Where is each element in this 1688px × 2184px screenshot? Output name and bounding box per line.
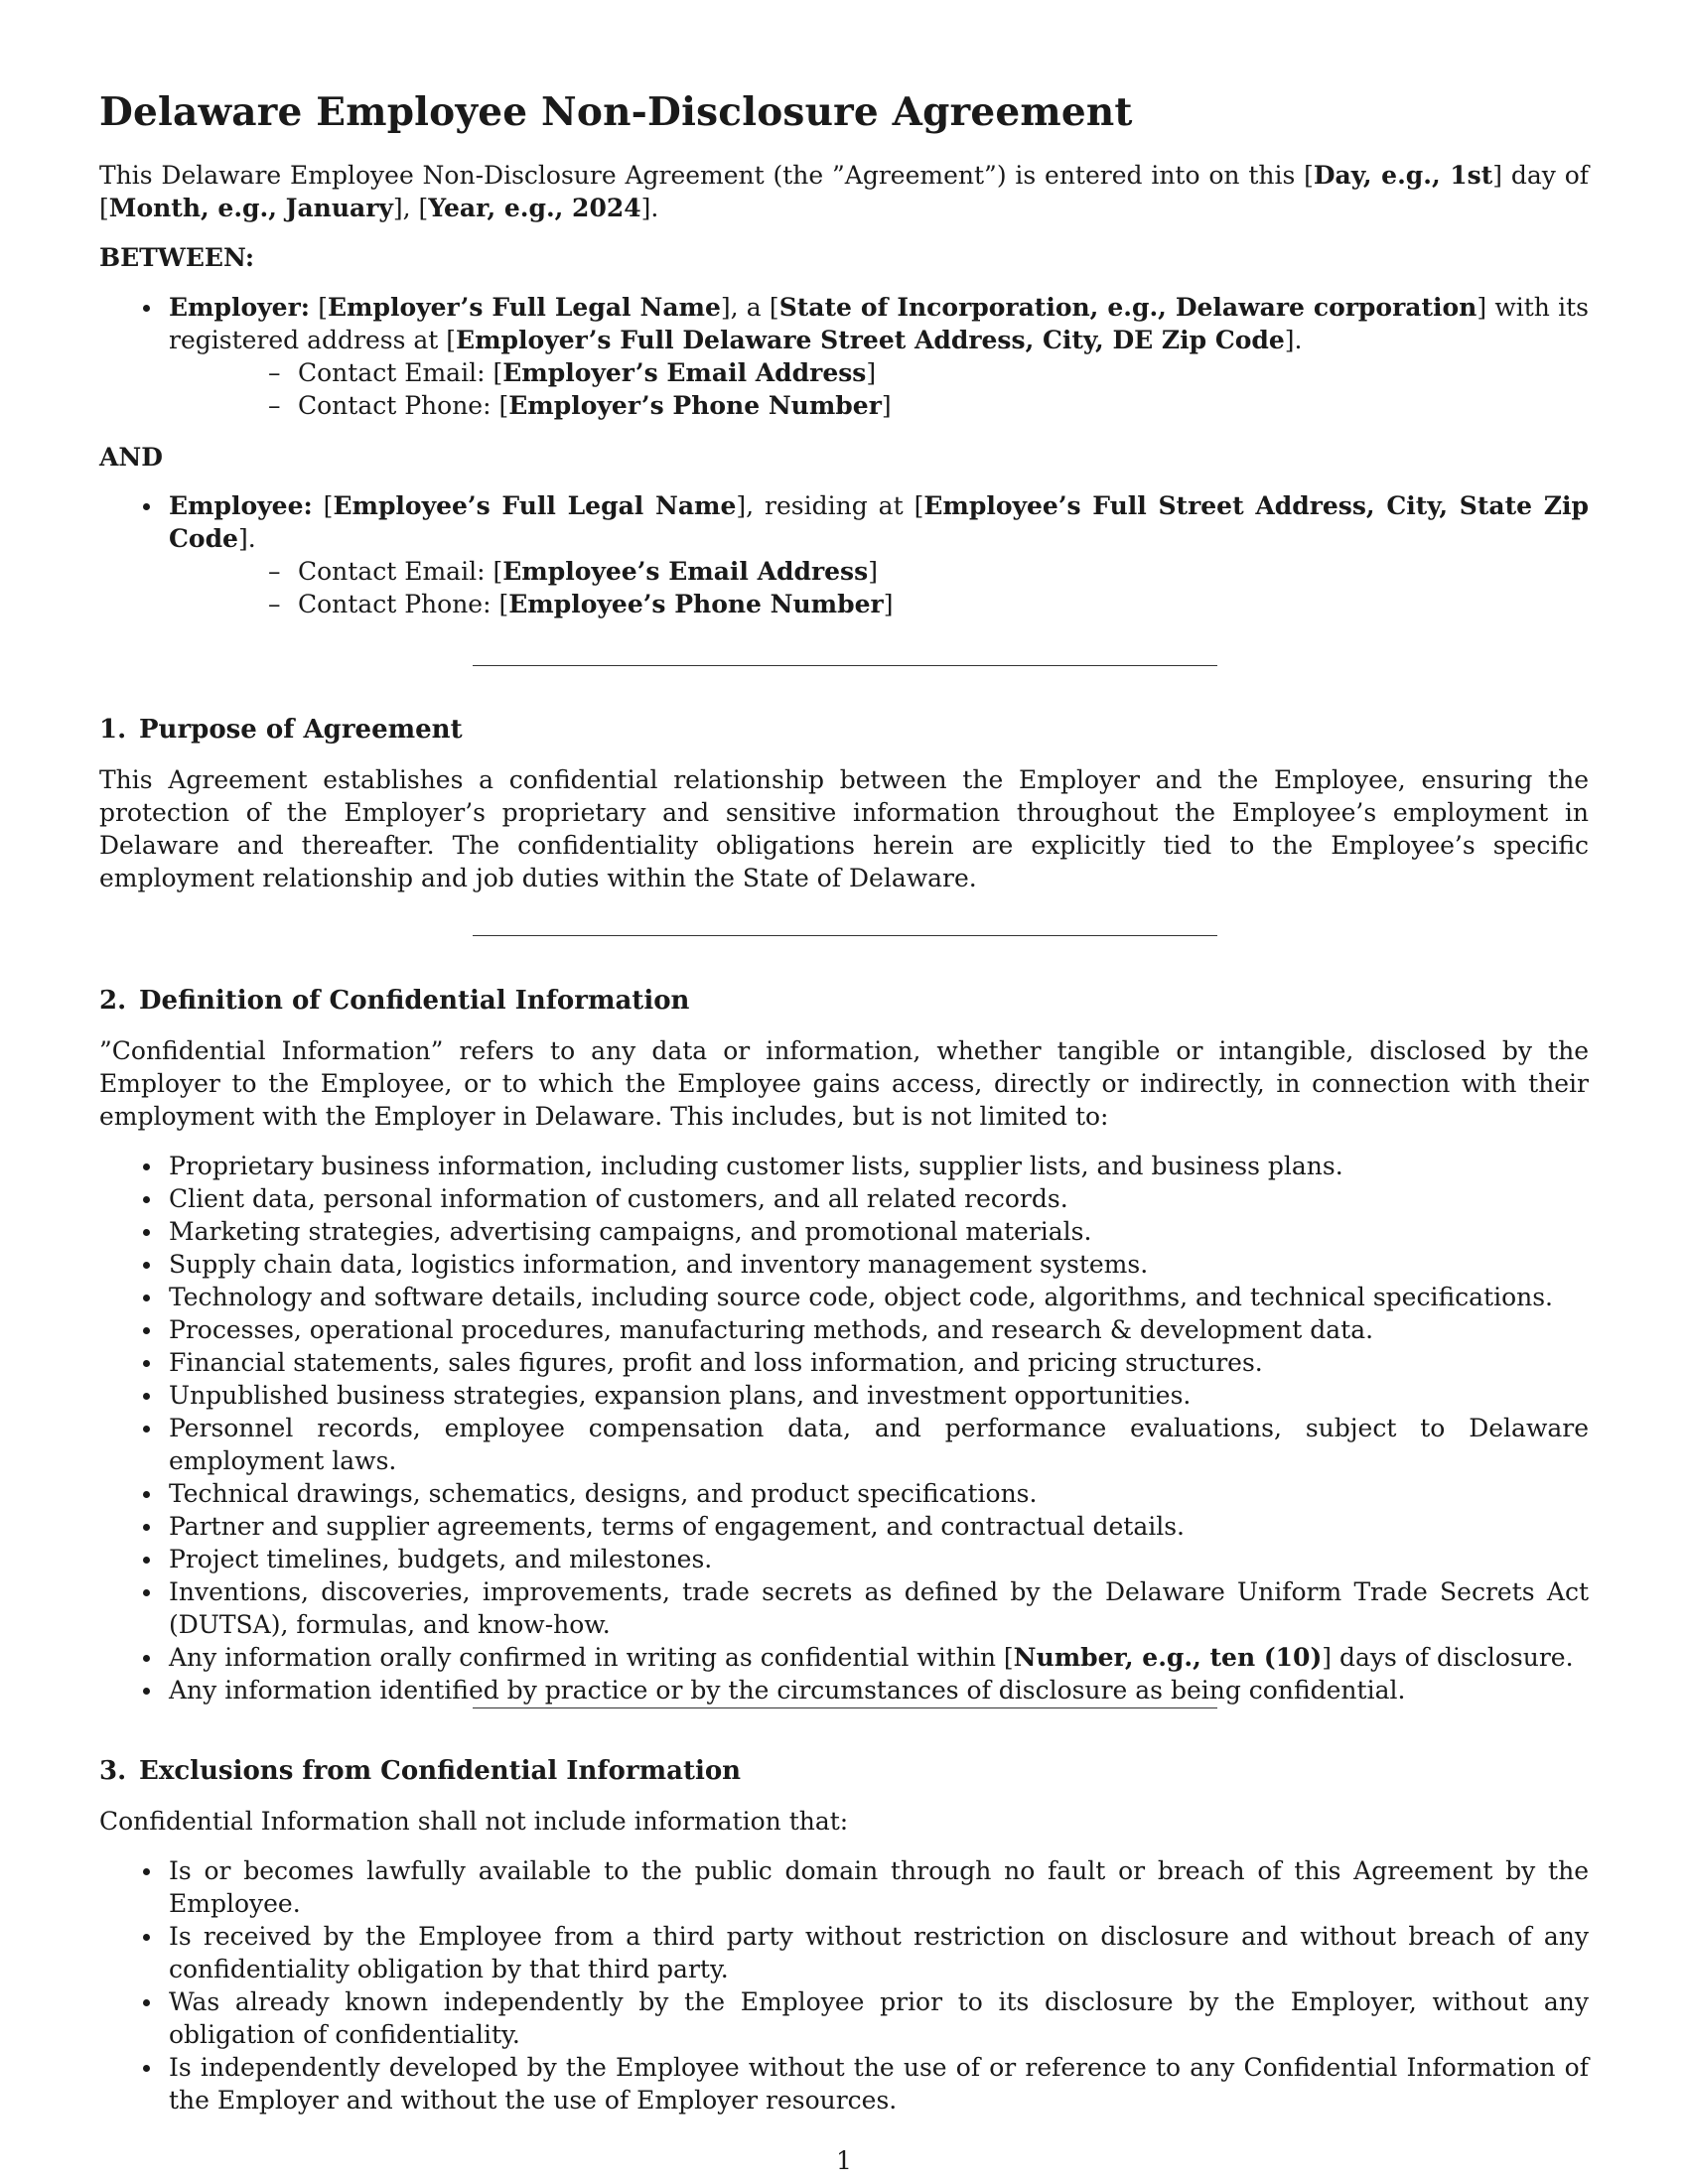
employer-name-placeholder: Employer’s Full Legal Name [327,293,721,322]
section-title: Definition of Confidential Information [139,986,690,1016]
list-item: Personnel records, employee compensation data, and performance evaluations, subject to Delaware employment laws. [99,1412,1589,1477]
employer-email-label: Contact Email: [298,358,486,387]
list-item: Project timelines, budgets, and milestones. [99,1543,1589,1575]
employer-email-item: – Contact Email: [Employer’s Email Address] [169,356,1589,389]
employee-email-item: – Contact Email: [Employee’s Email Address] [169,555,1589,588]
section-2-list [99,1150,1589,1706]
list-item: Was already known independently by the Employee prior to its disclosure by the Employer, without any obligation of confidentiality. [99,1985,1589,2051]
employee-label: Employee: [169,491,313,520]
document-page [99,0,1589,2184]
section-3-list [99,1854,1589,2116]
and-label: AND [99,443,163,472]
employee-item: Employee: [Employee’s Full Legal Name], residing at [Employee’s Full Street Address, City, State Zip Code]. – Contact Email: [Employee’s Email Address] – Contact Phone: [Employee’s Phone Number] [99,489,1589,620]
employee-email-label: Contact Email: [298,557,486,586]
list-item: Any information orally confirmed in writing as confidential within [Number, e.g., ten (10)] days of disclosure. [99,1641,1589,1674]
section-number: 3. [99,1756,127,1786]
list-item: Inventions, discoveries, improvements, trade secrets as defined by the Delaware Uniform Trade Secrets Act (DUTSA), formulas, and know-how. [99,1575,1589,1641]
list-item: Unpublished business strategies, expansion plans, and investment opportunities. [99,1379,1589,1412]
employer-address-prefix: with its registered address at [169,293,1589,354]
month-placeholder: Month, e.g., January [108,194,393,222]
year-placeholder: Year, e.g., 2024 [428,194,641,222]
employer-state-placeholder: State of Incorporation, e.g., Delaware corporation [778,293,1477,322]
employer-item: Employer: [Employer’s Full Legal Name], a [State of Incorporation, e.g., Delaware corporation] with its registered address at [Employer’s Full Delaware Street Address, City, DE Zip Code]. – Contact Email: [Employer’s Email Address] – Contact Phone: [Employer’s Phone Number] [99,291,1589,422]
intro-text: This Delaware Employee Non-Disclosure Agreement (the ”Agreement”) is entered into on this [99,161,1305,190]
list-item: Technology and software details, including source code, object code, algorithms, and technical specifications. [99,1281,1589,1313]
employee-address-placeholder: Employee’s Full Street Address, City, State Zip Code [169,491,1589,553]
employer-phone-item: – Contact Phone: [Employer’s Phone Number] [169,389,1589,422]
section-divider [473,665,1217,666]
section-1-body [99,763,1589,894]
section-2-body [99,1034,1589,1133]
employer-address-placeholder: Employer’s Full Delaware Street Address, City, DE Zip Code [456,326,1285,354]
intro-text-2: day of [1502,161,1589,190]
section-3-paragraph: Confidential Information shall not include information that: [99,1807,849,1836]
page-number: 1 [836,2146,852,2175]
section-1-heading [99,713,463,747]
section-3-heading [99,1754,741,1788]
list-item: Any information identified by practice or by the circumstances of disclosure as being confidential. [99,1674,1589,1706]
orally-item-text: Any information orally confirmed in writing as confidential within [169,1643,1004,1672]
employee-phone-label: Contact Phone: [298,590,492,618]
employer-email-placeholder: Employer’s Email Address [502,358,867,387]
employee-block [99,489,1589,620]
list-item: Financial statements, sales figures, profit and loss information, and pricing structures. [99,1346,1589,1379]
between-label: BETWEEN: [99,243,255,272]
section-number: 1. [99,715,127,745]
employee-residing-text: residing at [765,491,904,520]
employee-phone-item: – Contact Phone: [Employee’s Phone Number] [169,588,1589,620]
list-item: Proprietary business information, including customer lists, supplier lists, and business plans. [99,1150,1589,1182]
section-2-paragraph: ”Confidential Information” refers to any data or information, whether tangible or intangible, disclosed by the Employer to the Employee, or to which the Employee gains access, directly or indirectly, in connection with their employment with the Employer in Delaware. This includes, but is not limited to: [99,1036,1589,1131]
orally-item-text-2: days of disclosure. [1332,1643,1574,1672]
intro-paragraph: This Delaware Employee Non-Disclosure Agreement (the ”Agreement”) is entered into on this [Day, e.g., 1st] day of [Month, e.g., January], [Year, e.g., 2024]. [99,161,1589,222]
list-item: Is received by the Employee from a third party without restriction on disclosure and without breach of any confidentiality obligation by that third party. [99,1920,1589,1985]
employer-block [99,291,1589,422]
employee-phone-placeholder: Employee’s Phone Number [508,590,884,618]
document-title: Delaware Employee Non-Disclosure Agreement [99,89,1133,135]
day-placeholder: Day, e.g., 1st [1313,161,1493,190]
list-item: Is independently developed by the Employee without the use of or reference to any Confidential Information of the Employer and without the use of Employer resources. [99,2051,1589,2116]
list-item: Partner and supplier agreements, terms of engagement, and contractual details. [99,1510,1589,1543]
section-2-heading [99,984,689,1018]
section-1-paragraph: This Agreement establishes a confidential relationship between the Employer and the Employee, ensuring the protection of the Employer’s proprietary and sensitive information throughout the Employee’s employment in Delaware and thereafter. The confidentiality obligations herein are explicitly tied to the Employee’s specific employment relationship and job duties within the State of Delaware. [99,765,1589,892]
employee-name-placeholder: Employee’s Full Legal Name [333,491,737,520]
employee-email-placeholder: Employee’s Email Address [502,557,869,586]
section-3-body [99,1805,1589,1838]
employer-phone-label: Contact Phone: [298,391,492,420]
list-item: Marketing strategies, advertising campaigns, and promotional materials. [99,1215,1589,1248]
employer-phone-placeholder: Employer’s Phone Number [508,391,882,420]
list-item: Client data, personal information of customers, and all related records. [99,1182,1589,1215]
section-number: 2. [99,986,127,1016]
list-item: Processes, operational procedures, manufacturing methods, and research & development data. [99,1313,1589,1346]
days-number-placeholder: Number, e.g., ten (10) [1013,1643,1323,1672]
section-divider [473,1707,1217,1708]
section-divider [473,935,1217,936]
section-title: Exclusions from Confidential Information [139,1756,742,1786]
section-title: Purpose of Agreement [139,715,463,745]
list-item: Technical drawings, schematics, designs, and product specifications. [99,1477,1589,1510]
list-item: Is or becomes lawfully available to the public domain through no fault or breach of this Agreement by the Employee. [99,1854,1589,1920]
employer-label: Employer: [169,293,310,322]
list-item: Supply chain data, logistics information, and inventory management systems. [99,1248,1589,1281]
